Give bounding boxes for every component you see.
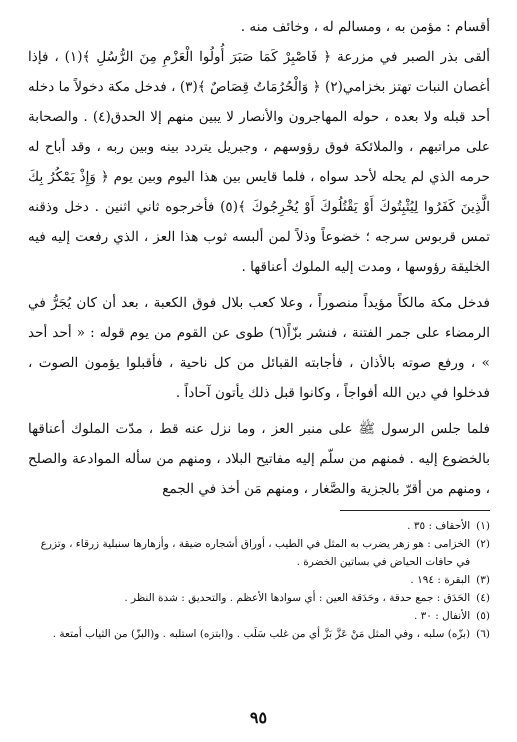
footnote-item bbox=[28, 625, 490, 643]
footnotes bbox=[28, 517, 490, 643]
footnote-item bbox=[28, 517, 490, 535]
page-number: ٩٥ bbox=[249, 708, 268, 727]
footnote-text: الأحقاف : ٣٥ . bbox=[407, 520, 471, 532]
paragraph-kings: فلما جلس الرسول ﷺ على منبر العز ، وما نزل عنه قط ، مدّت الملوك أعناقها بالخضوع إليه . فمنهم من سلّم إليه مفاتيح البلاد ، ومنهم من سأله الموادعة والصلح ، ومنهم من أقرّ بالجزية والصَّغار ، ومنهم مَن أخذ في الجمع bbox=[28, 421, 490, 497]
paragraph-patience: ألقى بذر الصبر في مزرعة ﴿ فَاصْبِرْ كَمَا صَبَرَ أُولُوا الْعَزْمِ مِنَ الرُّسُلِ ﴾(١) ، فإذا أغصان النبات تهتز بخزامي(٢) ﴿ وَالْحُرُمَاتُ قِصَاصٌ ﴾(٣) ، فدخل مكة دخولاً ما دخله أحد قبله ولا بعده ، حوله المهاجرون والأنصار لا يبين منهم إلا الحدق(٤) . والصحابة على مراتبهم ، والملائكة فوق رؤوسهم ، وجبريل يتردد بينه وبين ربه ، وقد أباح له حرمه الذي لم يحله لأحد سواه ، فلما قايس بين هذا اليوم وبين يوم ﴿ وَإِذْ يَمْكُرُ بِكَ الَّذِينَ كَفَرُوا لِيُثْبِتُوكَ أَوْ يَقْتُلُوكَ أَوْ يُخْرِجُوكَ ﴾(٥) فأخرجوه ثاني اثنين . دخل وذقنه تمس قربوس سرجه ؛ خضوعاً وذلاً لمن ألبسه ثوب هذا العز ، الذي رفعت إليه فيه الخليقة رؤوسها ، ومدت إليه الملوك أعناقها . bbox=[28, 49, 491, 275]
paragraph-intro: أقسام : مؤمن به ، ومسالم له ، وخائف منه . bbox=[240, 19, 490, 35]
footnote-number: (٥) bbox=[476, 610, 490, 622]
footnote-item bbox=[28, 607, 490, 625]
footnote-number: (١) bbox=[476, 520, 490, 532]
footnote-number: (٤) bbox=[476, 592, 490, 604]
footnote-item bbox=[28, 571, 490, 589]
footnote-text: البقرة : ١٩٤ . bbox=[410, 574, 471, 586]
footnote-number: (٣) bbox=[476, 574, 490, 586]
footnote-text: الأنفال : ٣٠ . bbox=[413, 610, 471, 622]
footnote-item bbox=[28, 589, 490, 607]
footnote-text: (بزّه) سلبه ، وفي المثل مَنْ عَزَّ بَزَّ أي من غلب سَلَب . و(ابتزه) استلبه . و(البزّ) من الثياب أمتعة . bbox=[52, 628, 471, 640]
footnote-text: الحَدَق : جمع حدقة ، وحَدَقة العين : أي سوادها الأعظم . والتحديق : شدة النظر . bbox=[124, 592, 471, 604]
page-body bbox=[28, 12, 490, 643]
footnote-number: (٢) bbox=[476, 538, 490, 550]
footnote-number: (٦) bbox=[476, 628, 490, 640]
paragraph-bilal: فدخل مكة مالكاً مؤيداً منصوراً ، وعلا كعب بلال فوق الكعبة ، بعد أن كان يُجَرُّ في الرمضاء على جمر الفتنة ، فنشر بزّاً(٦) طوى عن القوم من يوم قوله : « أحد أحد » ، ورفع صوته بالأذان ، فأجابته القبائل من كل ناحية ، فأقبلوا يؤمون الصوت ، فدخلوا في دين الله أفواجاً ، وكانوا قبل ذلك يأتون آحاداً . bbox=[28, 295, 490, 401]
footnote-text: الخزامى : هو زهر يضرب به المثل في الطيب ، أوراق أشجاره ضيقة ، وأزهارها سنبلية زرقاء ، وتزرع في حافات الحياض في بساتين الخضرة . bbox=[40, 538, 471, 568]
footnote-divider bbox=[340, 510, 490, 511]
footnote-item bbox=[28, 535, 490, 571]
